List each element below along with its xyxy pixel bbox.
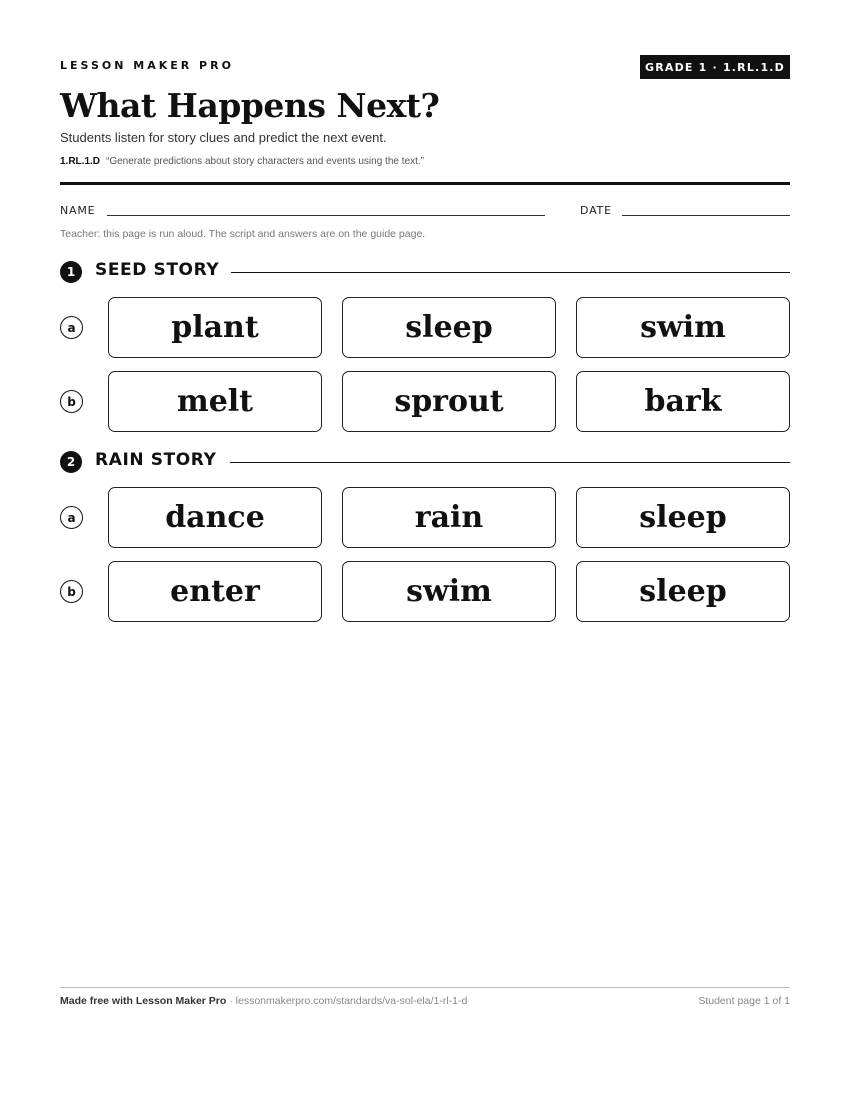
word-card[interactable]: swim xyxy=(342,561,556,622)
row-letter: b xyxy=(60,390,83,413)
word-card[interactable]: dance xyxy=(108,487,322,548)
standard-code: 1.RL.1.D xyxy=(60,156,101,167)
word-card[interactable]: sleep xyxy=(342,297,556,358)
page-title: What Happens Next? xyxy=(60,86,440,125)
row-letter: a xyxy=(60,506,83,529)
page-subtitle: Students listen for story clues and predict the next event. xyxy=(60,130,387,145)
name-field[interactable] xyxy=(107,215,545,216)
row-letter: a xyxy=(60,316,83,339)
seed-story-row-a xyxy=(60,297,790,359)
word-card[interactable]: sleep xyxy=(576,561,790,622)
word-card[interactable]: sprout xyxy=(342,371,556,432)
footer-credit xyxy=(60,995,467,1007)
standard-text: “Generate predictions about story characters and events using the text.” xyxy=(106,156,424,167)
word-card[interactable]: plant xyxy=(108,297,322,358)
name-label: NAME xyxy=(60,204,96,217)
section-number: 1 xyxy=(60,261,82,283)
footer-divider xyxy=(60,987,790,988)
page-number: Student page 1 of 1 xyxy=(698,995,790,1007)
section-rain-story xyxy=(60,449,790,473)
word-card[interactable]: swim xyxy=(576,297,790,358)
worksheet-page xyxy=(60,0,790,1100)
word-card[interactable]: enter xyxy=(108,561,322,622)
seed-story-row-b xyxy=(60,371,790,433)
footer-brand: Made free with Lesson Maker Pro xyxy=(60,995,227,1007)
word-card[interactable]: bark xyxy=(576,371,790,432)
section-divider xyxy=(230,272,790,273)
date-label: DATE xyxy=(580,204,612,217)
section-seed-story xyxy=(60,259,790,283)
word-card[interactable]: melt xyxy=(108,371,322,432)
section-title: RAIN STORY xyxy=(95,450,228,470)
brand-name: LESSON MAKER PRO xyxy=(60,59,234,72)
section-divider xyxy=(230,462,790,463)
footer-url[interactable]: lessonmakerpro.com/standards/va-sol-ela/1-rl-1-d xyxy=(235,995,468,1007)
standard-line xyxy=(60,156,424,167)
header-divider xyxy=(60,182,790,185)
grade-badge: GRADE 1 · 1.RL.1.D xyxy=(640,55,790,79)
teacher-note: Teacher: this page is run aloud. The script and answers are on the guide page. xyxy=(60,228,426,240)
row-letter: b xyxy=(60,580,83,603)
rain-story-row-b xyxy=(60,561,790,623)
date-field[interactable] xyxy=(622,215,790,216)
section-title: SEED STORY xyxy=(95,260,231,280)
footer-separator: · xyxy=(226,995,236,1007)
rain-story-row-a xyxy=(60,487,790,549)
word-card[interactable]: rain xyxy=(342,487,556,548)
word-card[interactable]: sleep xyxy=(576,487,790,548)
section-number: 2 xyxy=(60,451,82,473)
